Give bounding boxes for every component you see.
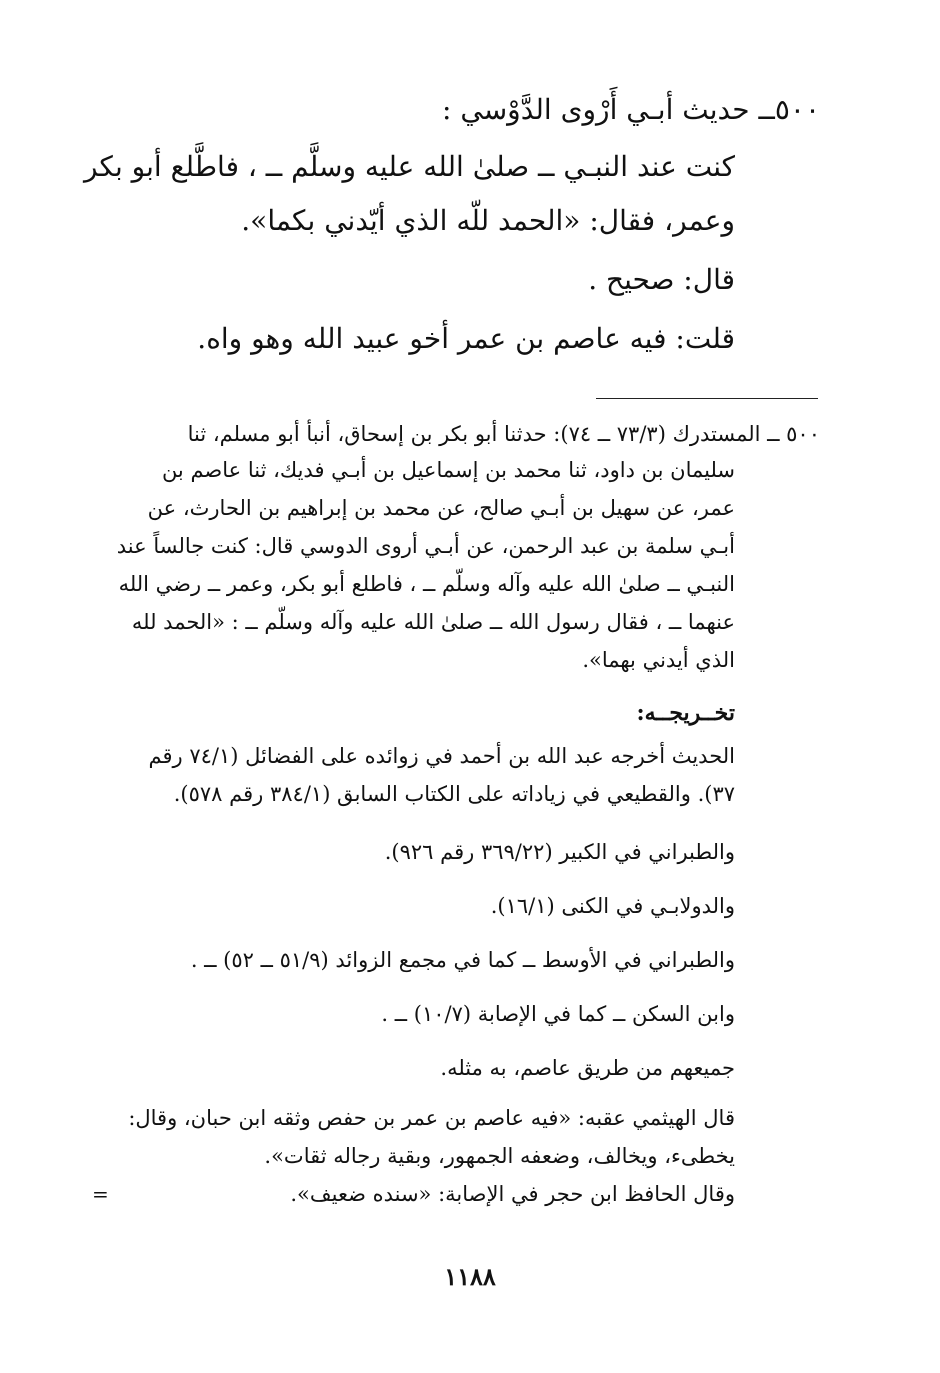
takhrij-line: يخطىء، ويخالف، وضعفه الجمهور، وبقية رجاله ثقات». bbox=[264, 1144, 735, 1168]
takhrij-heading: تخــريجــه: bbox=[636, 700, 735, 726]
footnote-divider bbox=[596, 398, 818, 399]
takhrij-line: والدولابـي في الكنى (١٦/١). bbox=[490, 894, 735, 918]
footnote-line: النبـي ــ صلىٰ الله عليه وآله وسلّم ــ ، فاطلع أبو بكر، وعمر ــ رضي الله bbox=[118, 572, 735, 596]
hadith-comment: قلت: فيه عاصم بن عمر أخو عبيد الله وهو واه. bbox=[197, 322, 735, 355]
takhrij-line: والطبراني في الأوسط ــ كما في مجمع الزوائد (٥١/٩ ــ ٥٢) ــ . bbox=[190, 948, 735, 972]
footnote-line: ٥٠٠ ــ المستدرك (٧٣/٣ ــ ٧٤): حدثنا أبو بكر بن إسحاق، أنبأ أبو مسلم، ثنا bbox=[187, 422, 820, 446]
hadith-title: ٥٠٠ــ حديث أبـي أَرْوى الدَّوْسي : bbox=[442, 93, 820, 126]
footnote-line: عنهما ــ ، فقال رسول الله ــ صلىٰ الله عليه وآله وسلّم ــ : «الحمد لله bbox=[131, 610, 735, 634]
takhrij-line: الحديث أخرجه عبد الله بن أحمد في زوائده على الفضائل (٧٤/١ رقم bbox=[148, 744, 735, 768]
takhrij-line: والطبراني في الكبير (٣٦٩/٢٢ رقم ٩٢٦). bbox=[384, 840, 735, 864]
takhrij-line: وابن السكن ــ كما في الإصابة (١٠/٧) ــ . bbox=[381, 1002, 735, 1026]
takhrij-line: ٣٧). والقطيعي في زياداته على الكتاب السابق (٣٨٤/١ رقم ٥٧٨). bbox=[173, 782, 735, 806]
footnote-line: الذي أيدني بهما». bbox=[582, 648, 735, 672]
hadith-ruling: قال: صحيح . bbox=[588, 263, 735, 296]
hadith-text-line: وعمر، فقال: «الحمد للّه الذي أيّدني بكما». bbox=[241, 204, 735, 237]
page-number: ١١٨٨ bbox=[444, 1262, 496, 1291]
footnote-line: أبـي سلمة بن عبد الرحمن، عن أبـي أروى الدوسي قال: كنت جالساً عند bbox=[116, 534, 735, 558]
takhrij-line: قال الهيثمي عقبه: «فيه عاصم بن عمر بن حفص وثقه ابن حبان، وقال: bbox=[128, 1106, 735, 1130]
takhrij-line: وقال الحافظ ابن حجر في الإصابة: «سنده ضعيف». bbox=[290, 1182, 735, 1206]
takhrij-line: جميعهم من طريق عاصم، به مثله. bbox=[440, 1056, 735, 1080]
footnote-line: عمر، عن سهيل بن أبـي صالح، عن محمد بن إبراهيم بن الحارث، عن bbox=[147, 496, 735, 520]
continuation-mark: = bbox=[92, 1182, 109, 1206]
hadith-text-line: كنت عند النبـي ــ صلىٰ الله عليه وسلَّم ــ ، فاطَّلع أبو بكر bbox=[84, 150, 735, 183]
footnote-line: سليمان بن داود، ثنا محمد بن إسماعيل بن أبـي فديك، ثنا عاصم بن bbox=[161, 458, 735, 482]
